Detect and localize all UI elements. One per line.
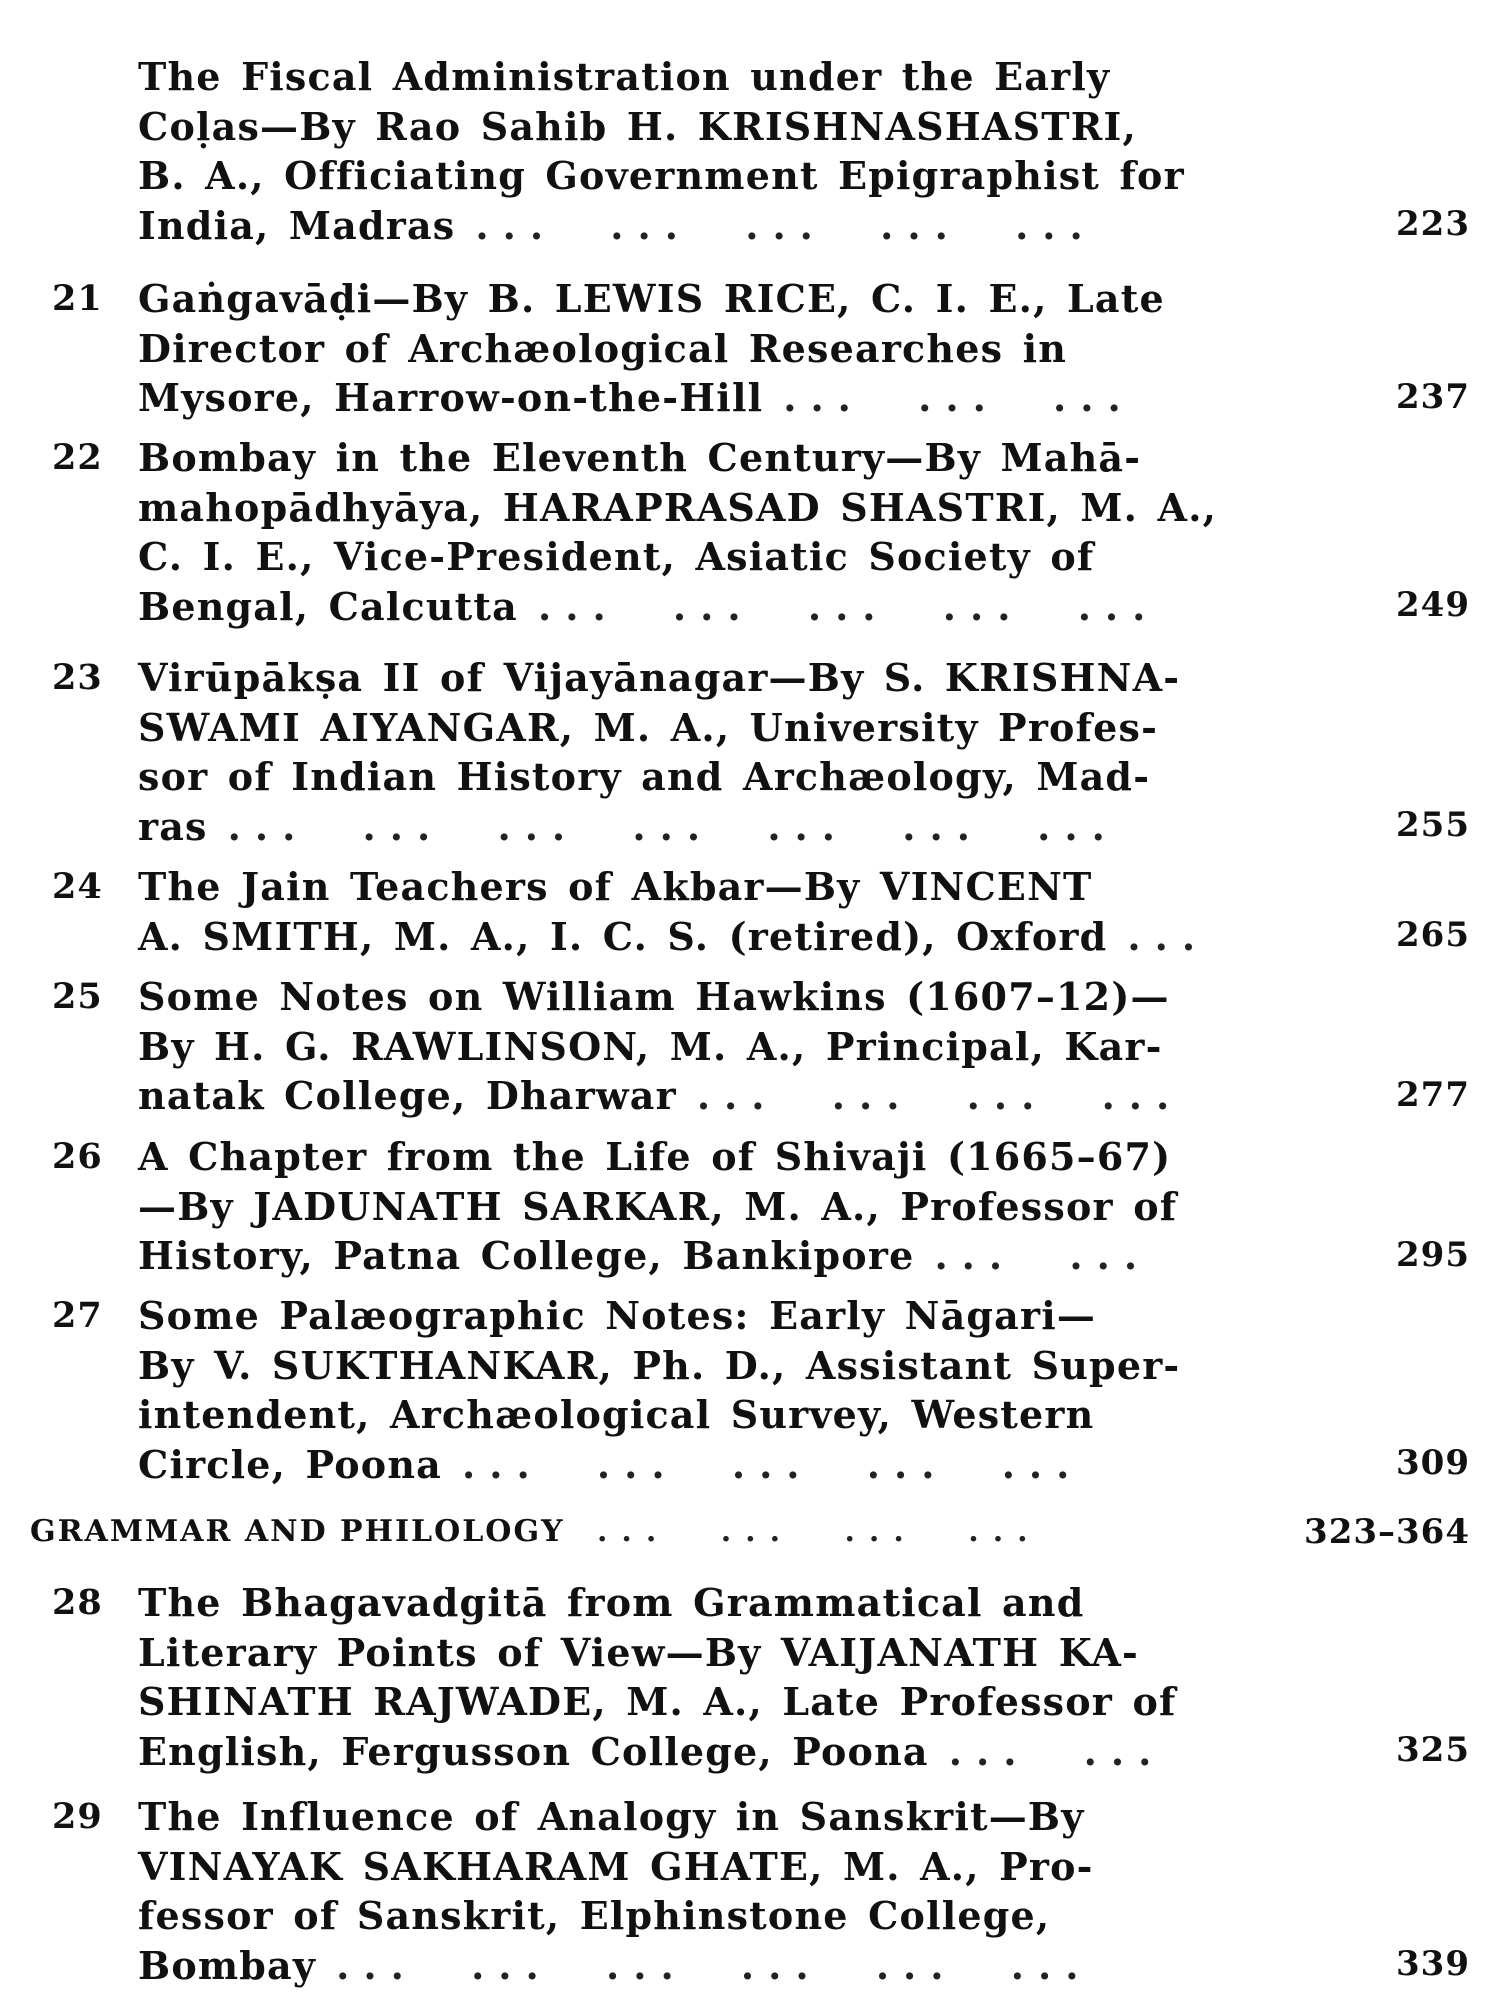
entry-line: A Chapter from the Life of Shivaji (1665–67) [138,1134,1172,1179]
entry-text [138,1291,1270,1489]
entry-line: By V. SUKTHANKAR, Ph. D., Assistant Super- [138,1342,1181,1388]
entry-line: The Jain Teachers of Akbar—By VINCENT [138,864,1093,909]
entry-line [138,912,1270,962]
dot-leader: ... ... ... ... ... [462,1441,1084,1487]
dot-leader: ... ... ... [783,375,1135,420]
entry-line [138,201,1270,251]
entry-number: 23 [52,657,103,698]
entry-line: Director of Archæological Researches in [138,325,1068,371]
entry-line-text: India, Madras [138,202,456,248]
entry-text [138,1132,1270,1281]
page-number: 339 [1396,1944,1470,1984]
entry-line [138,373,1270,423]
entry-line-text: Bengal, Calcutta [138,583,519,629]
entry-line-text: Mysore, Harrow-on-the-Hill [138,375,764,420]
dot-leader: ... ... [934,1233,1152,1278]
entry-line-text: English, Fergusson College, Poona [138,1728,929,1774]
entry-line: Bombay in the Eleventh Century—By Mahā- [138,435,1142,480]
entry-text [138,433,1270,631]
entry-line: Coḷas—By Rao Sahib H. KRISHNASHASTRI, [138,103,1137,149]
dot-leader: ... ... ... ... ... [475,202,1097,248]
entry-number: 29 [52,1796,103,1837]
entry-line: SWAMI AIYANGAR, M. A., University Profes- [138,704,1159,750]
entry-line: B. A., Officiating Government Epigraphist for [138,153,1185,198]
entry-line: Some Notes on William Hawkins (1607–12)— [138,974,1170,1019]
entry-line-text: Bombay [138,1942,317,1988]
entry-line [138,1440,1270,1490]
entry-line [138,1941,1270,1991]
entry-line: —By JADUNATH SARKAR, M. A., Professor of [138,1183,1178,1229]
dot-leader: ... ... ... ... [696,1073,1184,1118]
entry-line-text: ras [138,803,208,849]
entry-line: Gaṅgavāḍi—By B. LEWIS RICE, C. I. E., Late [138,276,1165,321]
entry-text [138,862,1270,961]
dot-leader: ... ... ... ... ... ... ... [227,803,1119,849]
entry-line-text: Circle, Poona [138,1441,443,1487]
entry-line [138,1231,1270,1281]
entry-text [138,972,1270,1121]
entry-line-text: natak College, Dharwar [138,1073,677,1118]
entry-line: sor of Indian History and Archæology, Mad- [138,754,1151,799]
entry-line: The Influence of Analogy in Sanskrit—By [138,1794,1085,1839]
entry-text [138,653,1270,851]
entry-line: VINAYAK SAKHARAM GHATE, M. A., Pro- [138,1843,1094,1889]
entry-line: Some Palæographic Notes: Early Nāgari— [138,1293,1097,1338]
entry-line: C. I. E., Vice-President, Asiatic Society of [138,534,1095,579]
entry-line [138,802,1270,852]
entry-line: The Fiscal Administration under the Early [138,54,1111,99]
page-number: 295 [1396,1235,1470,1275]
entry-line [138,582,1270,632]
dot-leader: ... [1127,913,1210,959]
page-number: 223 [1396,204,1470,244]
dot-leader: ... ... ... ... ... ... [336,1942,1093,1988]
dot-leader: ... ... [948,1728,1166,1774]
entry-line-text: History, Patna College, Bankipore [138,1233,915,1278]
entry-number: 22 [52,437,103,478]
entry-text [138,1792,1270,1990]
entry-number: 24 [52,866,103,907]
entry-number: 26 [52,1136,103,1177]
entry-line: SHINATH RAJWADE, M. A., Late Professor of [138,1679,1177,1724]
entry-text [138,274,1270,423]
entry-line: mahopādhyāya, HARAPRASAD SHASTRI, M. A., [138,484,1218,530]
entry-line: The Bhagavadgitā from Grammatical and [138,1580,1085,1625]
entry-number: 25 [52,976,103,1017]
section-heading [30,1507,1470,1557]
entry-number: 21 [52,278,103,319]
entry-line: Literary Points of View—By VAIJANATH KA- [138,1629,1140,1675]
entry-line-text: A. SMITH, M. A., I. C. S. (retired), Oxford [138,913,1108,959]
entry-line: Virūpākṣa II of Vijayānagar—By S. KRISHNA- [138,655,1181,700]
page-number: 237 [1396,377,1470,417]
section-title: GRAMMAR AND PHILOLOGY [30,1514,565,1549]
dot-leader: ... ... ... ... [596,1514,1042,1549]
page-number: 325 [1396,1730,1470,1770]
page-number: 255 [1396,805,1470,845]
entry-line [138,1727,1270,1777]
entry-text [138,1578,1270,1776]
section-page-range: 323–364 [1304,1512,1470,1552]
page-number: 309 [1396,1443,1470,1483]
entry-line: fessor of Sanskrit, Elphinstone College, [138,1893,1051,1938]
dot-leader: ... ... ... ... ... [538,583,1160,629]
entry-text [138,52,1270,250]
entry-line: intendent, Archæological Survey, Western [138,1392,1095,1437]
entry-line: By H. G. RAWLINSON, M. A., Principal, Kar- [138,1023,1163,1069]
entry-number: 28 [52,1582,103,1623]
entry-line [138,1071,1270,1121]
entry-number: 27 [52,1295,103,1336]
page-number: 265 [1396,915,1470,955]
page-number: 277 [1396,1075,1470,1115]
page-number: 249 [1396,585,1470,625]
